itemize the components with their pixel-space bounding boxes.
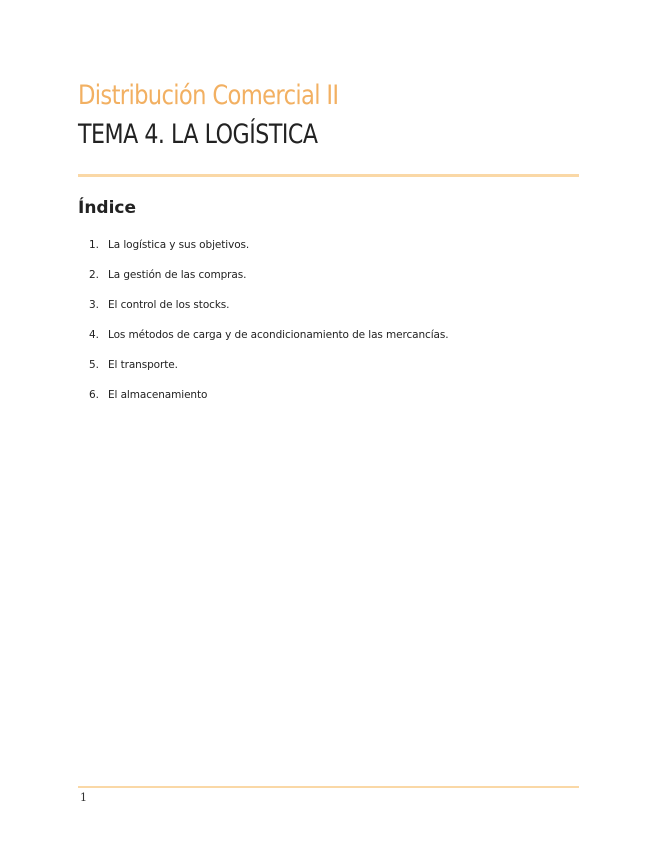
index-item-number: 2.: [89, 269, 100, 281]
index-item-text: La logística y sus objetivos.: [108, 239, 250, 251]
index-item-text: El transporte.: [108, 359, 178, 371]
index-item-number: 1.: [89, 239, 100, 251]
index-item-text: La gestión de las compras.: [108, 269, 247, 281]
page-number: 1: [80, 791, 87, 804]
index-item-number: 3.: [89, 299, 100, 311]
footer-divider: [78, 786, 579, 788]
index-item-text: El almacenamiento: [108, 389, 208, 401]
course-title: Distribución Comercial II: [78, 80, 339, 111]
index-item-number: 5.: [89, 359, 100, 371]
index-item-number: 4.: [89, 329, 100, 341]
index-item-number: 6.: [89, 389, 100, 401]
index-item-text: Los métodos de carga y de acondicionamiento de las mercancías.: [108, 329, 449, 341]
unit-title: TEMA 4. LA LOGÍSTICA: [78, 119, 318, 150]
index-item-text: El control de los stocks.: [108, 299, 230, 311]
header-divider: [78, 174, 579, 177]
index-heading: Índice: [78, 198, 137, 218]
